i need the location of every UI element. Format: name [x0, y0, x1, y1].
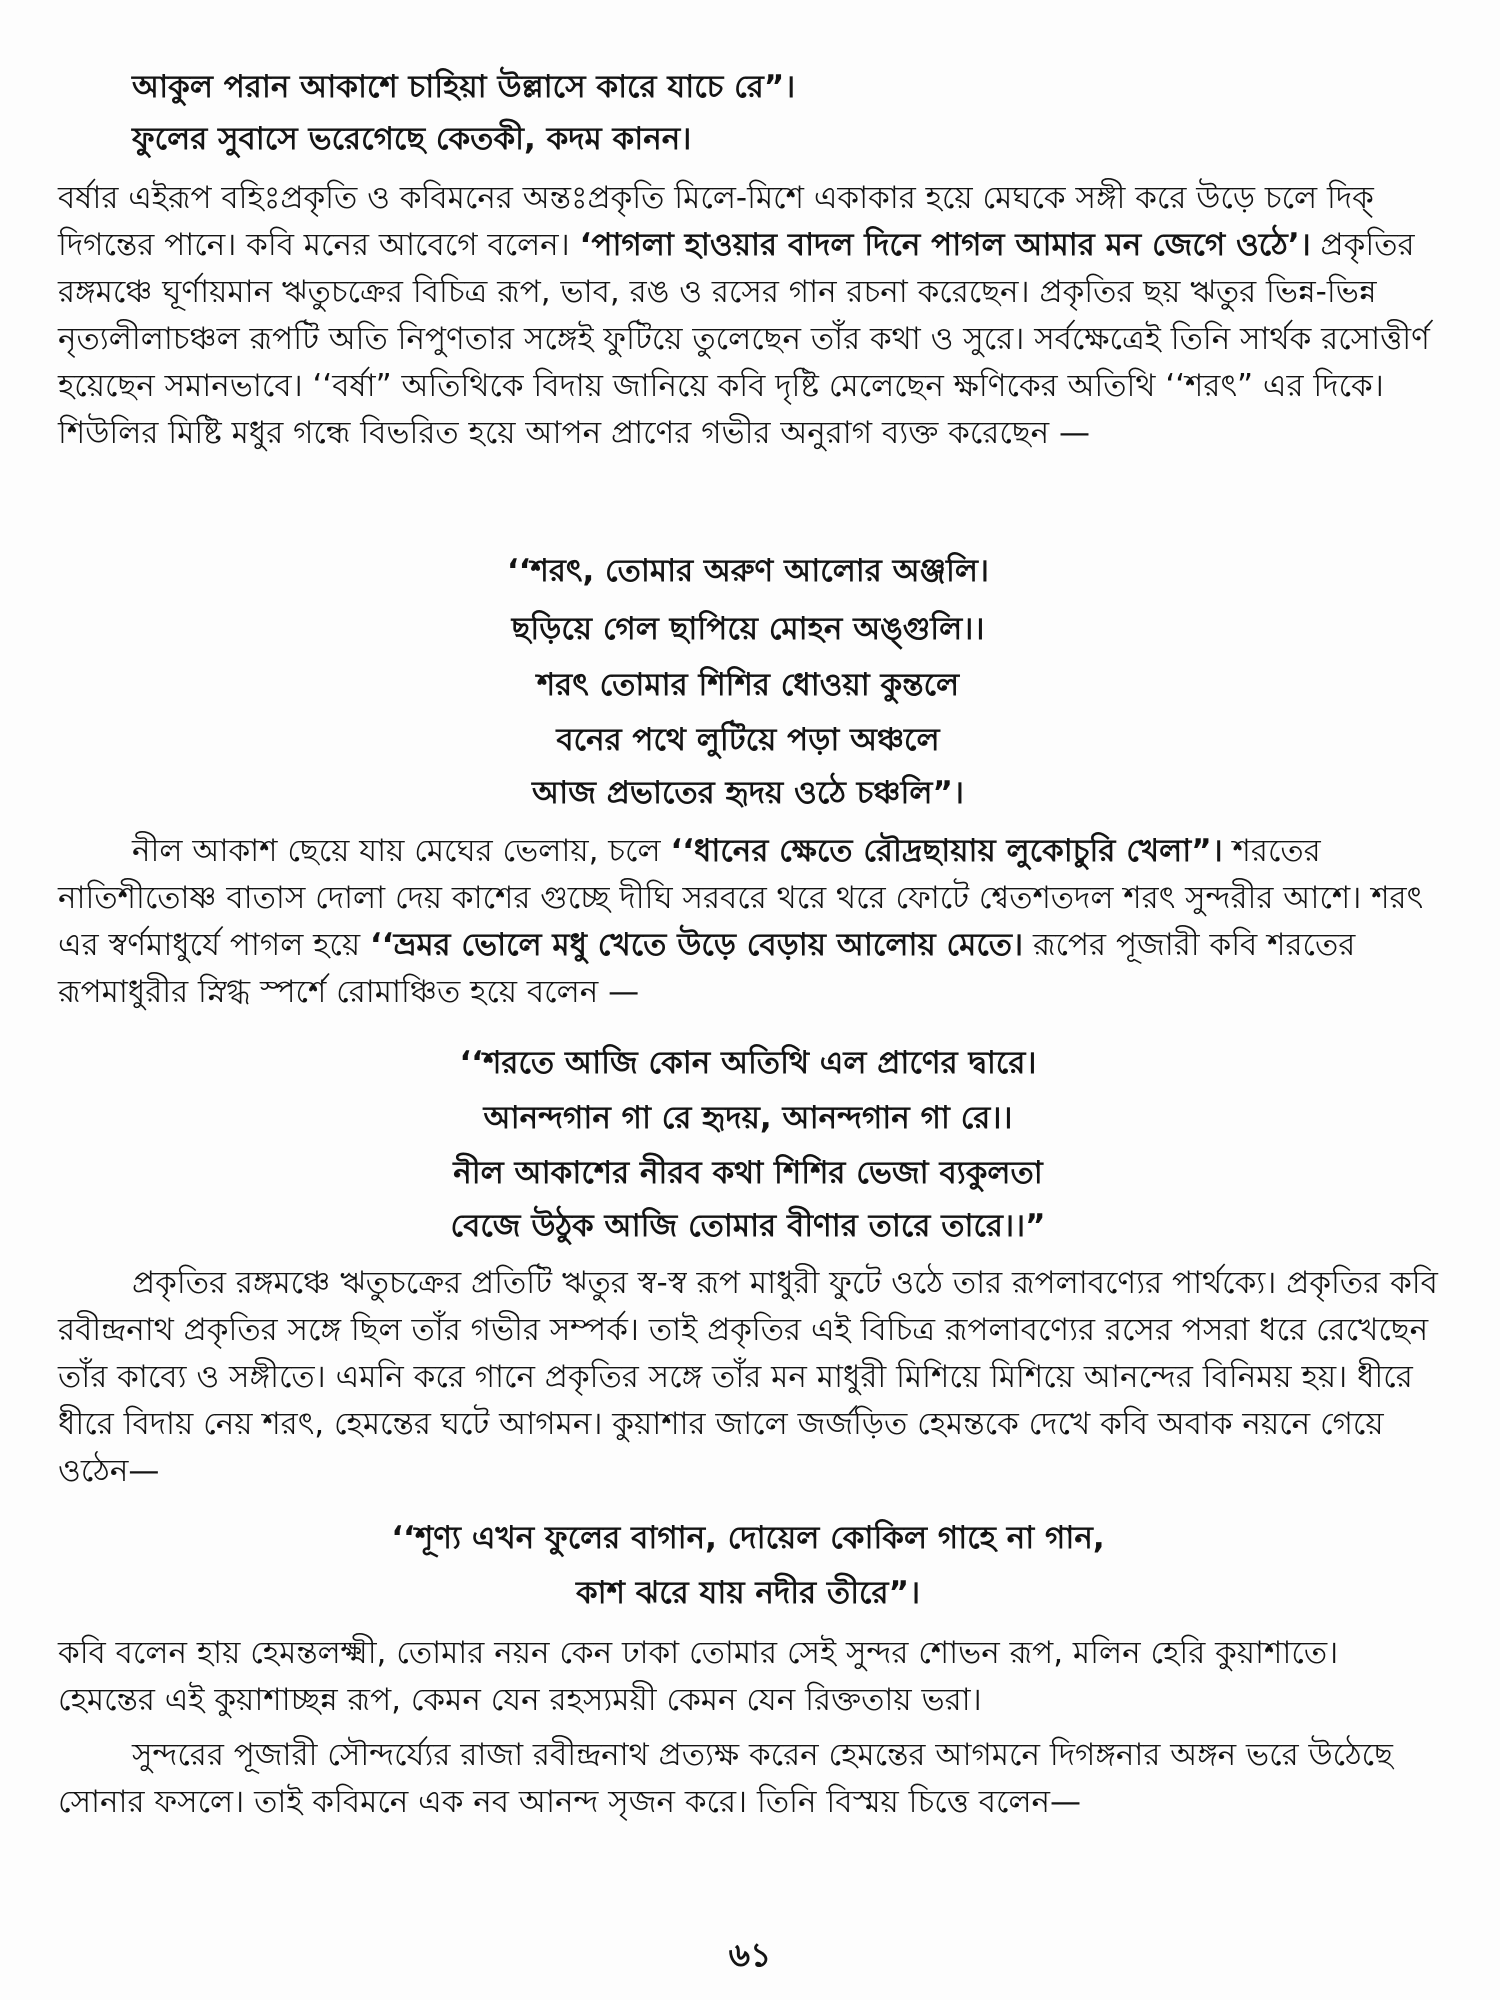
- poem-1-line-1: ‘‘শরৎ, তোমার অরুণ আলোর অঞ্জলি।: [506, 553, 990, 589]
- verse-line-top-1: আকুল পরান আকাশে চাহিয়া উল্লাসে কারে যাচে রে”।: [132, 69, 796, 105]
- poem-1-line-3: শরৎ তোমার শিশির ধোওয়া কুন্তলে: [536, 667, 960, 703]
- paragraph-5: সুন্দরের পূজারী সৌন্দর্য্যের রাজা রবীন্দ্রনাথ প্রত্যক্ষ করেন হেমন্তের আগমনে দিগঙ্গনার অঙ্গন ভরে উঠেছে সোনার ফসলে। তাই কবিমনে এক নব আনন্দ সৃজন করে। তিনি বিস্ময় চিত্তে বলেন—: [58, 1737, 1393, 1820]
- paragraph-2-text-a: নীল আকাশ ছেয়ে যায় মেঘের ভেলায়, চলে: [132, 833, 671, 869]
- poem-3-line-2: কাশ ঝরে যায় নদীর তীরে”।: [575, 1575, 921, 1611]
- poem-1-line-4: বনের পথে লুটিয়ে পড়া অঞ্চলে: [556, 722, 940, 758]
- paragraph-1-text-b: প্রকৃতির রঙ্গমঞ্চে ঘূর্ণায়মান ঋতুচক্রের বিচিত্র রূপ, ভাব, রঙ ও রসের গান রচনা করেছেন। প্রকৃতির ছয় ঋতুর ভিন্ন-ভিন্ন নৃত্যলীলাচঞ্চল রূপটি অতি নিপুণতার সঙ্গেই ফুটিয়ে তুলেছেন তাঁর কথা ও সুরে। সর্বক্ষেত্রেই তিনি সার্থক রসোত্তীর্ণ হয়েছেন সমানভাবে। ‘‘বর্ষা” অতিথিকে বিদায় জানিয়ে কবি দৃষ্টি মেলেছেন ক্ষণিকের অতিথি ‘‘শরৎ” এর দিকে। শিউলির মিষ্টি মধুর গন্ধে বিভরিত হয়ে আপন প্রাণের গভীর অনুরাগ ব্যক্ত করেছেন —: [58, 227, 1430, 451]
- poem-1-line-5: আজ প্রভাতের হৃদয় ওঠে চঞ্চলি”।: [532, 775, 964, 811]
- poem-1-line-2: ছড়িয়ে গেল ছাপিয়ে মোহন অঙ্গুলি।।: [511, 611, 985, 647]
- paragraph-1-text-a: বর্ষার এইরূপ বহিঃপ্রকৃতি ও কবিমনের অন্তঃপ্রকৃতি মিলে-মিশে একাকার হয়ে মেঘকে সঙ্গী করে উড়ে চলে দিক্ দিগন্তের পানে। কবি মনের আবেগে বলেন।: [58, 180, 1374, 263]
- verse-line-top-2: ফুলের সুবাসে ভরেগেছে কেতকী, কদম কানন।: [132, 121, 692, 157]
- poem-2-line-1: ‘‘শরতে আজি কোন অতিথি এল প্রাণের দ্বারে।: [459, 1045, 1037, 1081]
- page-number: ৬১: [728, 1935, 772, 1974]
- poem-2-line-2: আনন্দগান গা রে হৃদয়, আনন্দগান গা রে।।: [483, 1100, 1013, 1136]
- paragraph-4: কবি বলেন হায় হেমন্তলক্ষ্মী, তোমার নয়ন কেন ঢাকা তোমার সেই সুন্দর শোভন রূপ, মলিন হেরি কুয়াশাতে। হেমন্তের এই কুয়াশাচ্ছন্ন রূপ, কেমন যেন রহস্যময়ী কেমন যেন রিক্ততায় ভরা।: [58, 1635, 1339, 1718]
- paragraph-2-bold-b: ‘‘ভ্রমর ভোলে মধু খেতে উড়ে বেড়ায় আলোয় মেতে।: [370, 927, 1024, 963]
- poem-2-line-3: নীল আকাশের নীরব কথা শিশির ভেজা ব্যকুলতা: [453, 1155, 1043, 1191]
- paragraph-1: [58, 175, 1438, 457]
- poem-2-line-4: বেজে উঠুক আজি তোমার বীণার তারে তারে।।”: [450, 1208, 1046, 1244]
- paragraph-3: প্রকৃতির রঙ্গমঞ্চে ঋতুচক্রের প্রতিটি ঋতুর স্ব-স্ব রূপ মাধুরী ফুটে ওঠে তার রূপলাবণ্যের পার্থক্যে। প্রকৃতির কবি রবীন্দ্রনাথ প্রকৃতির সঙ্গে ছিল তাঁর গভীর সম্পর্ক। তাই প্রকৃতির এই বিচিত্র রূপলাবণ্যের রসের পসরা ধরে রেখেছেন তাঁর কাব্যে ও সঙ্গীতে। এমনি করে গানে প্রকৃতির সঙ্গে তাঁর মন মাধুরী মিশিয়ে মিশিয়ে আনন্দের বিনিময় হয়। ধীরে ধীরে বিদায় নেয় শরৎ, হেমন্তের ঘটে আগমন। কুয়াশার জালে জর্জড়িত হেমন্তকে দেখে কবি অবাক নয়নে গেয়ে ওঠেন—: [58, 1265, 1438, 1489]
- poem-3-line-1: ‘‘শূণ্য এখন ফুলের বাগান, দোয়েল কোকিল গাহে না গান,: [391, 1520, 1105, 1556]
- paragraph-2-bold-a: ‘‘ধানের ক্ষেতে রৌদ্রছায়ায় লুকোচুরি খেলা”।: [670, 833, 1223, 869]
- paragraph-1-bold-quote: ‘পাগলা হাওয়ার বাদল দিনে পাগল আমার মন জেগে ওঠে’।: [579, 227, 1311, 263]
- paragraph-2: [58, 828, 1438, 1016]
- paragraph-2-text-c: রূপের পূজারী কবি শরতের রূপমাধুরীর স্নিগ্ধ স্পর্শে রোমাঞ্চিত হয়ে বলেন —: [58, 927, 1356, 1010]
- paragraph-2-text-b: শরতের নাতিশীতোষ্ণ বাতাস দোলা দেয় কাশের গুচ্ছে দীঘি সরবরে থরে থরে ফোটে শ্বেতশতদল শরৎ সুন্দরীর আশে। শরৎ এর স্বর্ণমাধুর্যে পাগল হয়ে: [58, 833, 1424, 963]
